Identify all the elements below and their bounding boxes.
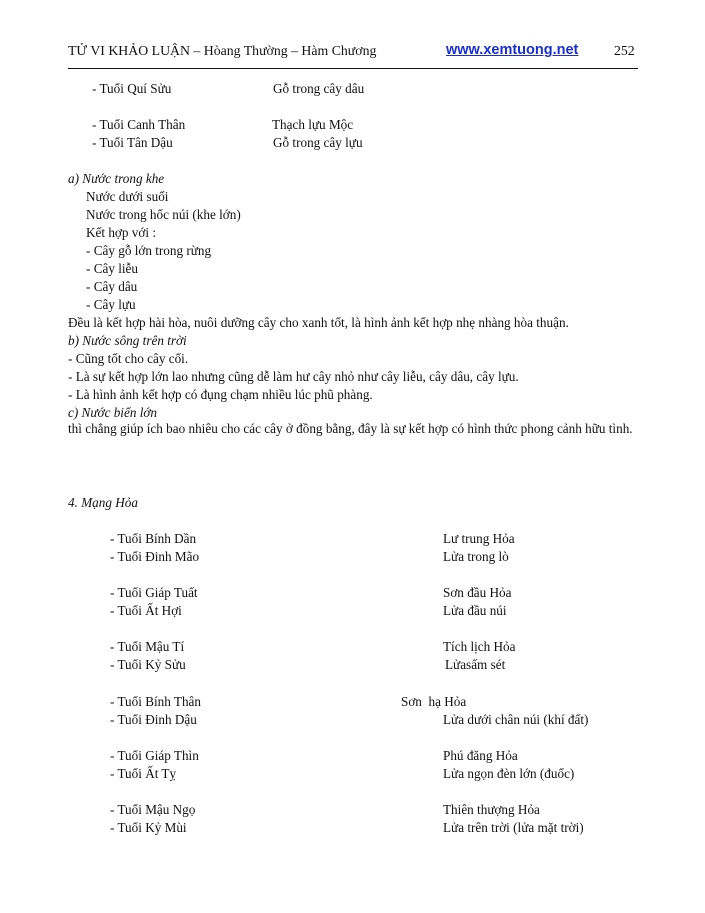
section-a-heading: a) Nước trong khe [68,171,165,186]
section-a-line: Nước dưới suối [86,189,169,204]
fire-destiny: Sơn hạ Hỏa [401,694,467,709]
section-a-line: - Cây dâu [86,279,138,294]
page-number: 252 [614,43,635,58]
section-a-line: - Cây liễu [86,261,139,276]
fire-destiny: Lửa ngọn đèn lớn (đuốc) [443,766,575,781]
fire-destiny: Lửa trong lò [443,549,509,564]
section-a-conclusion: Đều là kết hợp hài hòa, nuôi dưỡng cây cho xanh tốt, là hình ảnh kết hợp nhẹ nhàng hòa thuận. [68,315,569,330]
section-c-heading: c) Nước biển lớn [68,405,158,420]
fire-destiny: Tích lịch Hỏa [443,639,516,654]
fire-age: - Tuổi Đinh Dậu [110,712,197,727]
header-divider [68,68,638,69]
fire-age: - Tuổi Kỷ Mùi [110,820,187,835]
fire-destiny: Sơn đầu Hỏa [443,585,512,600]
fire-age: - Tuổi Ất Tỵ [110,766,177,781]
wood-destiny-2: Thạch lựu Mộc [272,117,354,132]
fire-destiny: Lửa đầu núi [443,603,507,618]
fire-age: - Tuổi Giáp Tuất [110,585,198,600]
section-a-line: Kết hợp với : [86,225,156,240]
section-b-line: - Là hình ảnh kết hợp có đụng chạm nhiều lúc phũ phàng. [68,387,373,402]
section-a-line: Nước trong hốc núi (khe lớn) [86,207,241,222]
fire-destiny: Lửasấm sét [445,657,506,672]
fire-age: - Tuổi Bính Thân [110,694,201,709]
section-c-text: thì chẳng giúp ích bao nhiêu cho các cây ở đồng bằng, đây là sự kết hợp có hình thức phong cảnh hữu tình. [68,421,633,436]
wood-destiny-1: Gỗ trong cây dâu [273,81,365,96]
fire-destiny: Lửa dưới chân núi (khí đất) [443,712,589,727]
fire-age: - Tuổi Mậu Ngọ [110,802,196,817]
fire-destiny: Phú đăng Hỏa [443,748,518,763]
fire-age: - Tuổi Ất Hợi [110,603,182,618]
fire-destiny: Lư trung Hỏa [443,531,515,546]
section-b-line: - Cũng tốt cho cây cối. [68,351,189,366]
section-b-heading: b) Nước sông trên trời [68,333,187,348]
running-header-title: TỬ VI KHẢO LUẬN – Hòang Thường – Hàm Chương [68,43,377,58]
fire-age: - Tuổi Kỷ Sửu [110,657,186,672]
fire-age: - Tuổi Mậu Tí [110,639,185,654]
section-a-line: - Cây lựu [86,297,136,312]
wood-destiny-3: Gỗ trong cây lựu [273,135,363,150]
fire-destiny: Thiên thượng Hỏa [443,802,540,817]
wood-age-1: - Tuổi Quí Sửu [92,81,172,96]
wood-age-3: - Tuổi Tân Dậu [92,135,173,150]
wood-age-2: - Tuổi Canh Thân [92,117,186,132]
fire-age: - Tuổi Đinh Mão [110,549,200,564]
website-link[interactable]: www.xemtuong.net [446,42,579,58]
fire-section-heading: 4. Mạng Hỏa [68,495,138,510]
fire-age: - Tuổi Giáp Thìn [110,748,199,763]
fire-age: - Tuổi Bính Dần [110,531,197,546]
section-a-line: - Cây gỗ lớn trong rừng [86,243,212,258]
fire-destiny: Lửa trên trời (lửa mặt trời) [443,820,584,835]
section-b-line: - Là sự kết hợp lớn lao nhưng cũng dễ làm hư cây nhỏ như cây liễu, cây dâu, cây lựu. [68,369,519,384]
